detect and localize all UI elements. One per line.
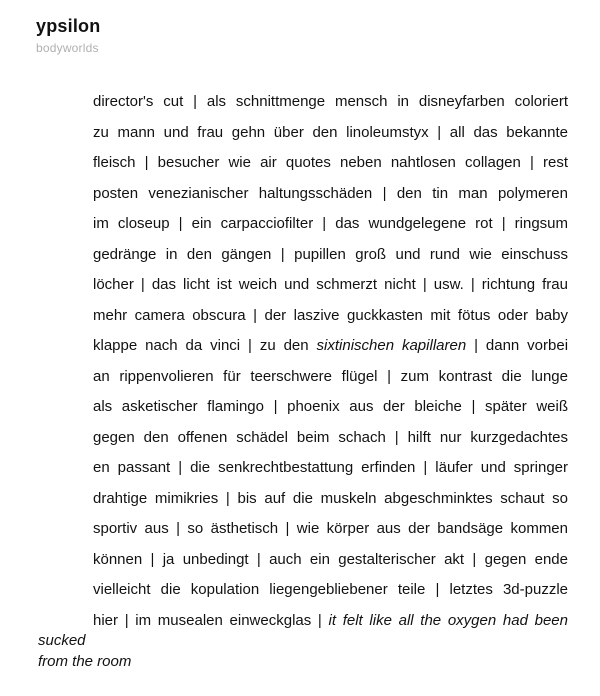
page-title: ypsilon	[36, 16, 101, 36]
page-subtitle: bodyworlds	[36, 40, 99, 55]
poem-segment: vielleicht die kopulation liegengebliebener teile | letztes 3d-puzzle	[93, 581, 568, 598]
poem-segment: drahtige mimikries | bis auf die muskeln abgeschminktes schaut so	[93, 489, 568, 507]
poem-segment: gegen den offenen schädel beim schach | hilft nur kurzgedachtes	[93, 428, 568, 446]
poem-line	[93, 240, 568, 271]
poem-segment: fleisch | besucher wie air quotes neben nahtlosen collagen | rest	[93, 154, 568, 171]
poem-segment: an rippenvolieren für teerschwere flügel | zum kontrast die lunge	[93, 367, 568, 385]
poem-line	[93, 392, 568, 423]
poem-segment: mehr camera obscura | der laszive guckkasten mit fötus oder baby	[93, 306, 568, 324]
poem-line	[93, 575, 568, 606]
poem-line	[93, 148, 568, 179]
poem-line	[93, 179, 568, 210]
header	[36, 16, 100, 55]
poem-line	[93, 209, 568, 240]
poem-segment: posten venezianischer haltungsschäden | den tin man polymeren	[93, 184, 568, 202]
poem-segment: director's cut | als schnittmenge mensch in disneyfarben coloriert	[93, 93, 568, 110]
poem-segment: als asketischer flamingo | phoenix aus der bleiche | später weiß	[93, 398, 568, 415]
poem-line	[93, 301, 568, 332]
poem-segment: im closeup | ein carpacciofilter | das wundgelegene rot | ringsum	[93, 215, 568, 232]
poem-segment: gedränge in den gängen | pupillen groß und rund wie einschuss	[93, 245, 568, 263]
poem-segment-italic: it felt like all the oxygen had been	[328, 611, 568, 629]
poem-segment: löcher | das licht ist weich und schmerzt nicht | usw. | richtung frau	[93, 276, 568, 293]
poem-line	[93, 87, 568, 118]
poem-line	[93, 423, 568, 454]
poem-line	[93, 545, 568, 576]
poem-line	[93, 118, 568, 149]
poem-segment-italic: sixtinischen kapillaren	[316, 337, 467, 354]
poem-segment: klappe nach da vinci | zu den	[93, 337, 317, 354]
poem-overflow	[38, 631, 131, 672]
poem-line	[93, 362, 568, 393]
poem-line	[93, 270, 568, 301]
poem-line	[93, 484, 568, 515]
poem-segment: sportiv aus | so ästhetisch | wie körper aus der bandsäge kommen	[93, 520, 568, 537]
poem-line	[93, 453, 568, 484]
poem-line	[93, 331, 568, 362]
poem-segment: en passant | die senkrechtbestattung erfinden | läufer und springer	[93, 459, 568, 476]
poem-line	[93, 514, 568, 545]
poem-line	[93, 606, 568, 637]
poem-segment: | dann vorbei	[466, 337, 569, 354]
poem-segment: zu mann und frau gehn über den linoleumstyx | all das bekannte	[93, 123, 568, 141]
poem-overflow-line: sucked	[38, 632, 86, 649]
poem-overflow-line: from the room	[38, 652, 132, 670]
poem-segment: hier | im musealen einweckglas |	[93, 611, 329, 629]
poem-segment: können | ja unbedingt | auch ein gestalterischer akt | gegen ende	[93, 550, 568, 568]
poem-body	[93, 87, 568, 636]
